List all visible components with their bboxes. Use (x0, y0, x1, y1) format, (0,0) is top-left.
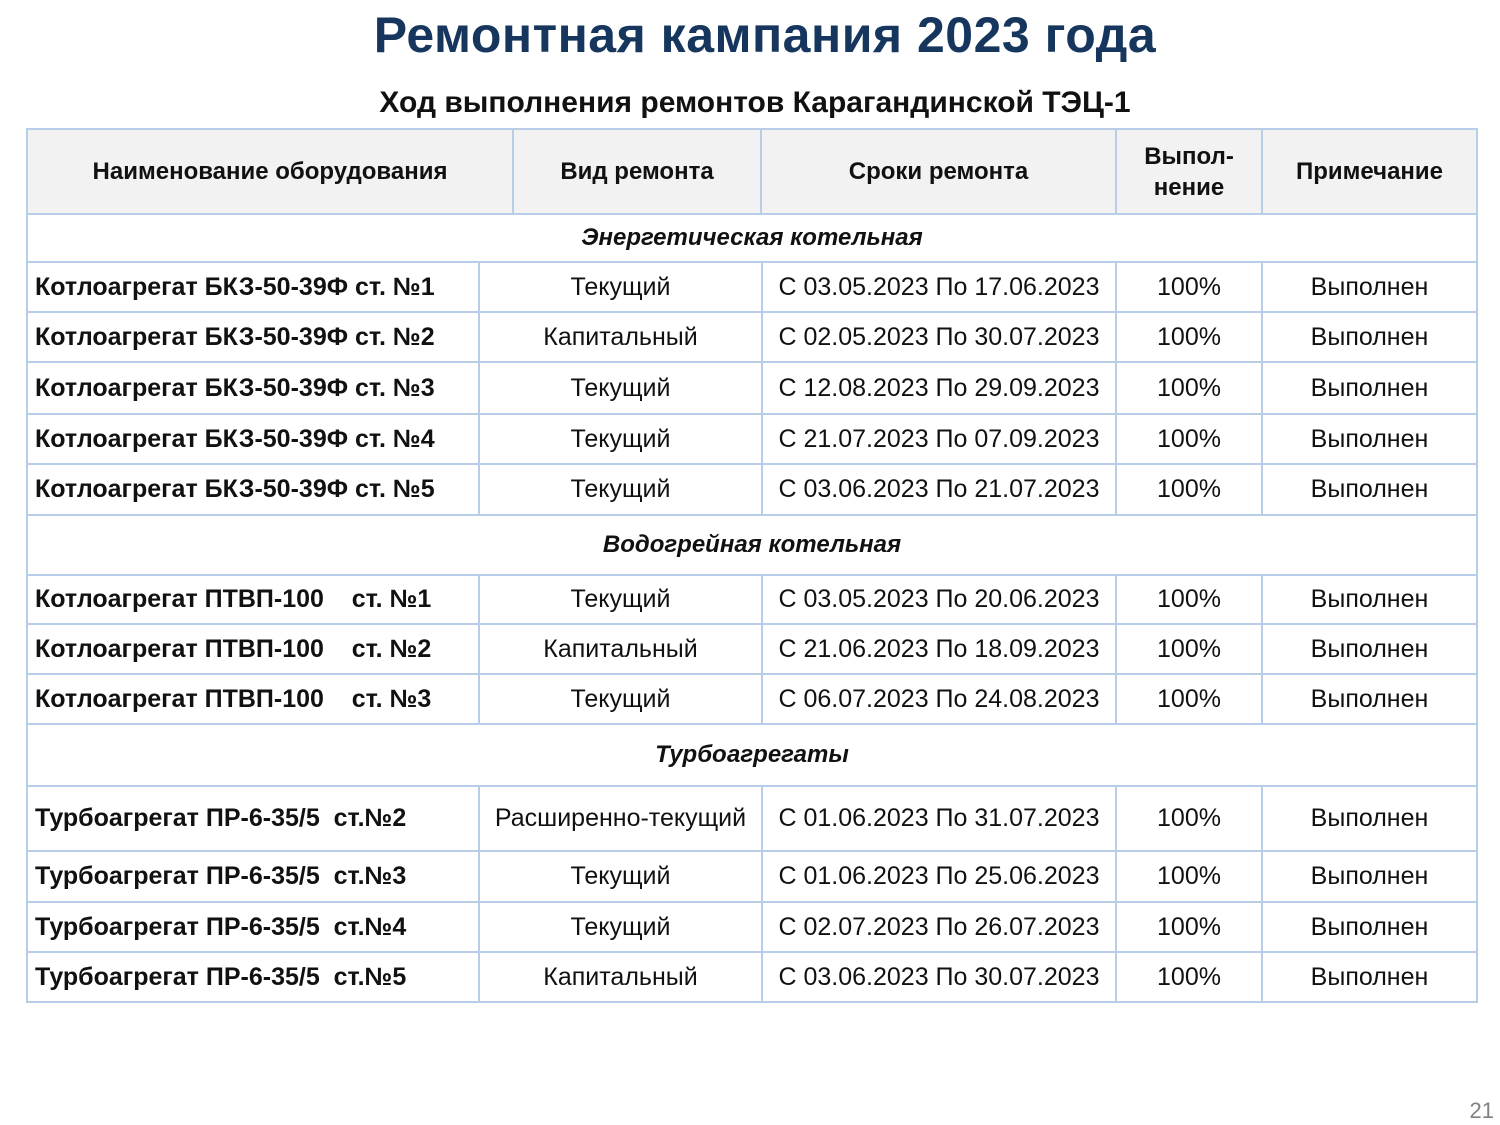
table-cell-note: Выполнен (1263, 903, 1476, 953)
table-cell-name: Турбоагрегат ПР-6-35/5 ст.№4 (28, 903, 480, 953)
table-cell-name: Котлоагрегат БКЗ-50-39Ф ст. №2 (28, 313, 480, 363)
table-cell-dates: С 03.06.2023 По 30.07.2023 (763, 953, 1117, 1001)
table-cell-dates: С 01.06.2023 По 25.06.2023 (763, 852, 1117, 903)
header-equipment: Наименование оборудования (28, 130, 514, 215)
table-cell-type: Капитальный (480, 313, 763, 363)
table-cell-note: Выполнен (1263, 363, 1476, 415)
table-cell-type: Текущий (480, 363, 763, 415)
table-cell-type: Текущий (480, 415, 763, 465)
table-cell-dates: С 21.06.2023 По 18.09.2023 (763, 625, 1117, 675)
table-cell-type: Текущий (480, 903, 763, 953)
table-cell-name: Турбоагрегат ПР-6-35/5 ст.№2 (28, 787, 480, 852)
table-cell-dates: С 03.05.2023 По 17.06.2023 (763, 263, 1117, 313)
table-cell-note: Выполнен (1263, 263, 1476, 313)
table-cell-note: Выполнен (1263, 465, 1476, 516)
page-number: 21 (1469, 1098, 1494, 1123)
table-cell-type: Текущий (480, 675, 763, 725)
table-cell-note: Выполнен (1263, 576, 1476, 625)
table-cell-type: Расширенно-текущий (480, 787, 763, 852)
table-cell-name: Котлоагрегат БКЗ-50-39Ф ст. №1 (28, 263, 480, 313)
table-cell-name: Котлоагрегат БКЗ-50-39Ф ст. №5 (28, 465, 480, 516)
section-header: Турбоагрегаты (28, 725, 1476, 787)
table-cell-dates: С 06.07.2023 По 24.08.2023 (763, 675, 1117, 725)
table-cell-dates: С 03.05.2023 По 20.06.2023 (763, 576, 1117, 625)
table-cell-name: Котлоагрегат БКЗ-50-39Ф ст. №3 (28, 363, 480, 415)
table-cell-dates: С 03.06.2023 По 21.07.2023 (763, 465, 1117, 516)
table-cell-name: Котлоагрегат БКЗ-50-39Ф ст. №4 (28, 415, 480, 465)
table-cell-completion: 100% (1117, 625, 1263, 675)
table-cell-completion: 100% (1117, 263, 1263, 313)
table-cell-name: Турбоагрегат ПР-6-35/5 ст.№3 (28, 852, 480, 903)
table-cell-note: Выполнен (1263, 852, 1476, 903)
table-cell-dates: С 21.07.2023 По 07.09.2023 (763, 415, 1117, 465)
table-cell-type: Текущий (480, 263, 763, 313)
header-completion (1117, 130, 1263, 215)
page-title: Ремонтная кампания 2023 года (373, 7, 1157, 63)
table-cell-dates: С 02.05.2023 По 30.07.2023 (763, 313, 1117, 363)
table-cell-completion: 100% (1117, 415, 1263, 465)
table-cell-completion: 100% (1117, 576, 1263, 625)
table-cell-note: Выполнен (1263, 787, 1476, 852)
table-cell-name: Котлоагрегат ПТВП-100 ст. №3 (28, 675, 480, 725)
header-repair-type: Вид ремонта (514, 130, 762, 215)
table-cell-note: Выполнен (1263, 675, 1476, 725)
table-cell-name: Турбоагрегат ПР-6-35/5 ст.№5 (28, 953, 480, 1001)
table-cell-dates: С 02.07.2023 По 26.07.2023 (763, 903, 1117, 953)
table-cell-type: Текущий (480, 852, 763, 903)
header-dates: Сроки ремонта (762, 130, 1117, 215)
table-cell-completion: 100% (1117, 465, 1263, 516)
header-completion-line2: нение (1153, 173, 1225, 201)
table-cell-completion: 100% (1117, 903, 1263, 953)
repair-table (26, 128, 1478, 1003)
table-cell-completion: 100% (1117, 313, 1263, 363)
table-cell-name: Котлоагрегат ПТВП-100 ст. №2 (28, 625, 480, 675)
table-cell-completion: 100% (1117, 675, 1263, 725)
table-cell-note: Выполнен (1263, 415, 1476, 465)
table-cell-completion: 100% (1117, 953, 1263, 1001)
section-header: Водогрейная котельная (28, 516, 1476, 576)
page-subtitle: Ход выполнения ремонтов Карагандинской ТЭЦ-1 (379, 86, 1131, 119)
table-cell-type: Текущий (480, 465, 763, 516)
header-note: Примечание (1263, 130, 1476, 215)
table-cell-type: Капитальный (480, 625, 763, 675)
table-cell-name: Котлоагрегат ПТВП-100 ст. №1 (28, 576, 480, 625)
table-cell-completion: 100% (1117, 363, 1263, 415)
table-cell-dates: С 01.06.2023 По 31.07.2023 (763, 787, 1117, 852)
table-cell-note: Выполнен (1310, 962, 1429, 991)
table-cell-type: Капитальный (480, 953, 763, 1001)
table-cell-completion: 100% (1117, 787, 1263, 852)
table-cell-completion: 100% (1117, 852, 1263, 903)
table-cell-note: Выполнен (1263, 313, 1476, 363)
section-header: Энергетическая котельная (28, 215, 1476, 263)
header-completion-line1: Выпол- (1144, 142, 1234, 170)
table-cell-type: Текущий (480, 576, 763, 625)
table-cell-note: Выполнен (1263, 625, 1476, 675)
table-cell-dates: С 12.08.2023 По 29.09.2023 (763, 363, 1117, 415)
